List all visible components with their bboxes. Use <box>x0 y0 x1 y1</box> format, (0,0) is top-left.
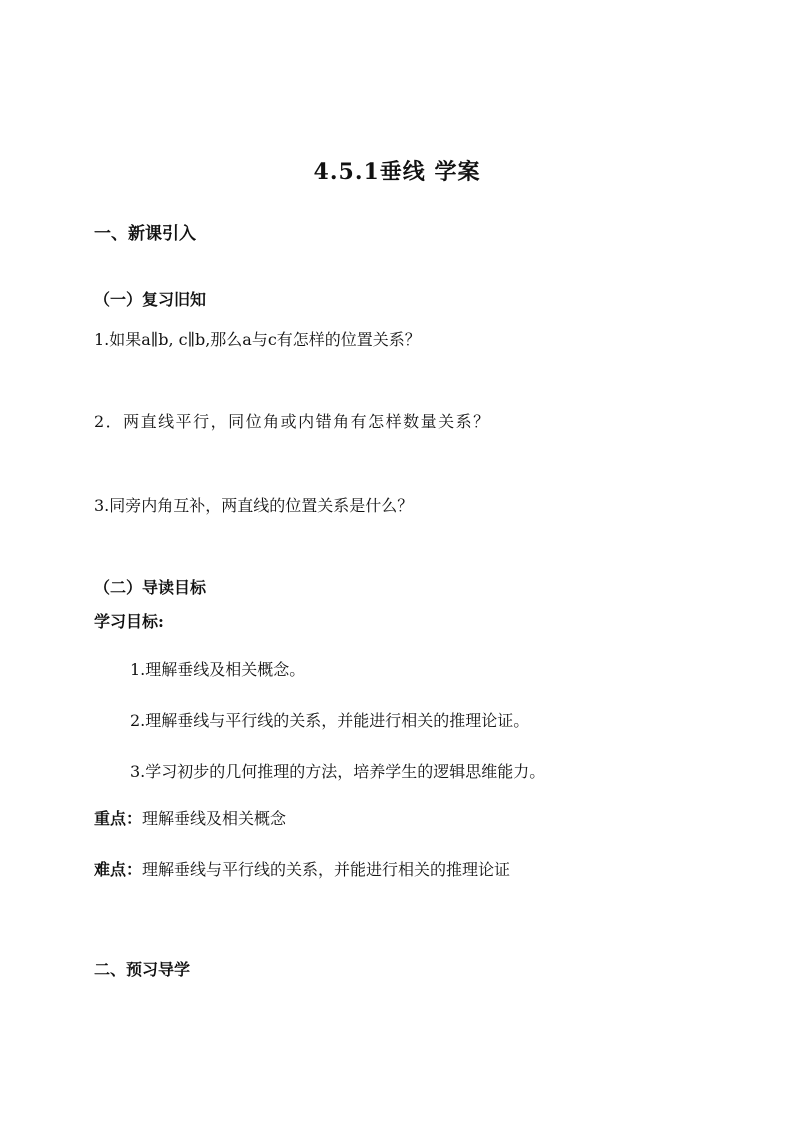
key-point-text: 理解垂线及相关概念 <box>142 809 287 828</box>
learning-goal-1: 1.理解垂线及相关概念。 <box>130 660 306 679</box>
document-title: 4.5.1垂线 学案 <box>313 159 481 185</box>
learning-goals-label: 学习目标: <box>94 612 164 631</box>
difficult-point-text: 理解垂线与平行线的关系，并能进行相关的推理论证 <box>142 860 511 879</box>
review-question-2: 2．两直线平行，同位角或内错角有怎样数量关系？ <box>94 412 491 431</box>
learning-goal-2: 2.理解垂线与平行线的关系，并能进行相关的推理论证。 <box>130 711 530 730</box>
review-question-3: 3.同旁内角互补，两直线的位置关系是什么？ <box>94 496 414 515</box>
difficult-point-label: 难点： <box>94 860 143 879</box>
subheading-review: （一）复习旧知 <box>94 290 207 309</box>
difficult-point <box>94 860 510 880</box>
review-question-1: 1.如果a∥b, c∥b,那么a与c有怎样的位置关系？ <box>94 330 421 349</box>
subheading-guide-goals: （二）导读目标 <box>94 578 207 597</box>
section-heading-new-lesson: 一、新课引入 <box>94 224 196 244</box>
section-heading-preview: 二、预习导学 <box>94 960 191 979</box>
key-point-label: 重点： <box>94 809 143 828</box>
learning-goal-3: 3.学习初步的几何推理的方法，培养学生的逻辑思维能力。 <box>130 762 546 781</box>
key-point <box>94 809 286 829</box>
